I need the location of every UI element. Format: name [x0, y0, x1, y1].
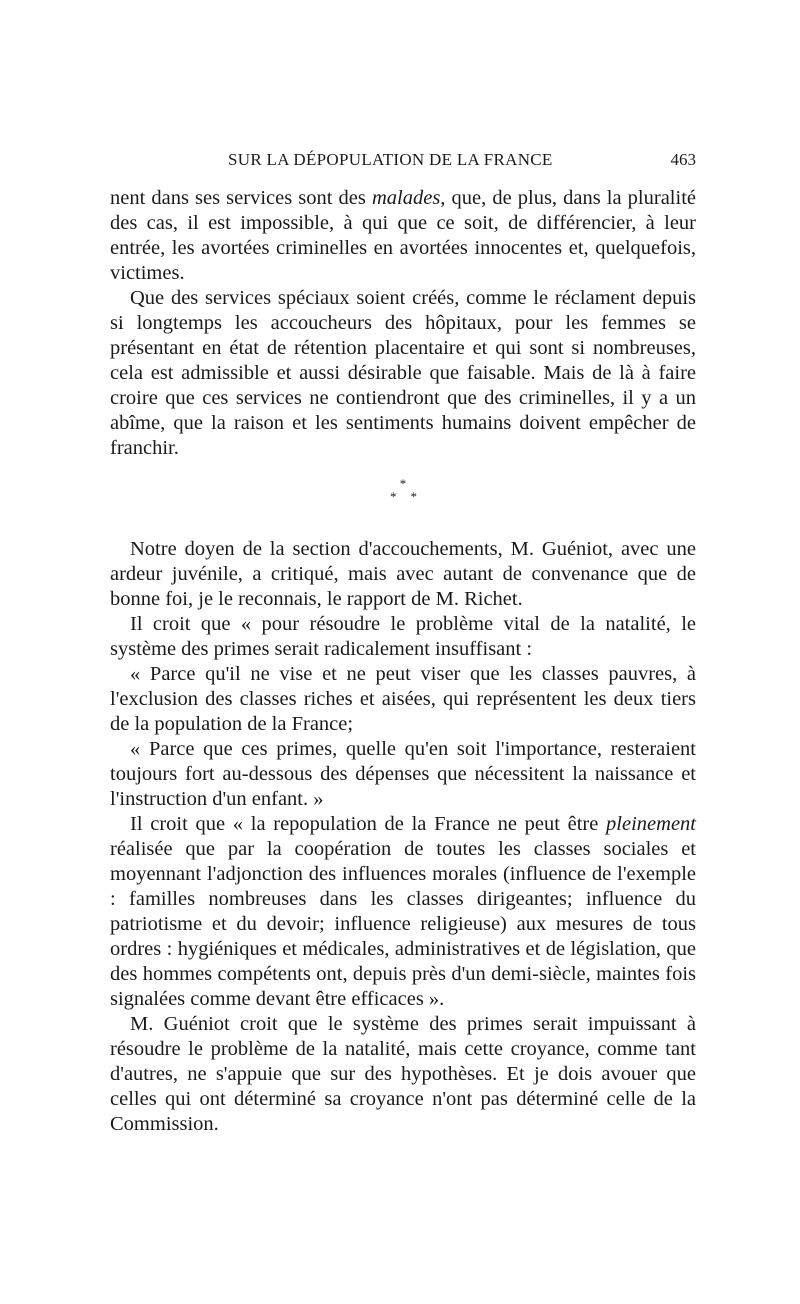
asterism-star-top: *: [399, 476, 407, 491]
paragraph-special-services: Que des services spéciaux soient créés, comme le réclament depuis si longtemps les accoucheurs des hôpitaux, pour les femmes se présentant en état de rétention placentaire et qui sont si nombreuses, cela est admissible et aussi désirable que faisable. Mais de là à faire croire que ces services ne contiendront que des criminelles, il y a un abîme, que la raison et les sentiments humains doivent empêcher de franchir.: [110, 287, 696, 459]
paragraph-text: , que, de plus, dans la pluralité des cas, il est impossible, à qui que ce soit, de différencier, à leur entrée, les avortées criminelles en avortées innocentes et, quelquefois, victimes.: [110, 187, 696, 284]
text-section-one: [110, 186, 696, 461]
paragraph-gueniot-critique: Notre doyen de la section d'accouchements, M. Guéniot, avec une ardeur juvénile, a critiqué, mais avec autant de convenance que de bonne foi, je le reconnais, le rapport de M. Richet.: [110, 538, 696, 610]
paragraph-quote-costs: « Parce que ces primes, quelle qu'en soit l'importance, resteraient toujours fort au-dessous des dépenses que nécessitent la naissance et l'instruction d'un enfant. »: [110, 738, 696, 810]
paragraph-text: Il croit que « la repopulation de la France ne peut être: [130, 813, 607, 835]
paragraph-text: nent dans ses services sont des: [110, 187, 372, 209]
paragraph-commission: M. Guéniot croit que le système des primes serait impuissant à résoudre le problème de la natalité, mais cette croyance, comme tant d'autres, ne s'appuie que sur des hypothèses. Et je dois avouer que celles qui ont déterminé sa croyance n'ont pas déterminé celle de la Commission.: [110, 1013, 696, 1135]
emphasis-pleinement: pleinement: [606, 813, 696, 835]
text-section-two: [110, 537, 696, 1137]
running-title: SUR LA DÉPOPULATION DE LA FRANCE: [228, 150, 553, 169]
paragraph-primes-insufficient: Il croit que « pour résoudre le problème vital de la natalité, le système des primes serait radicalement insuffisant :: [110, 613, 696, 660]
asterism-separator: [378, 476, 431, 508]
page-number: 463: [670, 150, 696, 169]
paragraph-text: réalisée que par la coopération de toutes les classes sociales et moyennant l'adjonction des influences morales (influence de l'exemple : familles nombreuses dans les classes dirigeantes; influence du patriotisme et du devoir; influence religieuse) aux mesures de tous ordres : hygiéniques et médicales, administratives et de législation, que des hommes compétents ont, depuis près d'un demi-siècle, maintes fois signalées comme devant être efficaces ».: [110, 838, 696, 1010]
book-page: [110, 0, 696, 1304]
emphasis-malades: malades: [371, 187, 441, 209]
paragraph-repopulation: [110, 812, 696, 1012]
paragraph-continuation: [110, 186, 696, 286]
running-head: [110, 150, 696, 174]
asterism-star-row: **: [390, 489, 431, 504]
paragraph-quote-poor-classes: « Parce qu'il ne vise et ne peut viser que les classes pauvres, à l'exclusion des classes riches et aisées, qui représentent les deux tiers de la population de la France;: [110, 663, 696, 735]
